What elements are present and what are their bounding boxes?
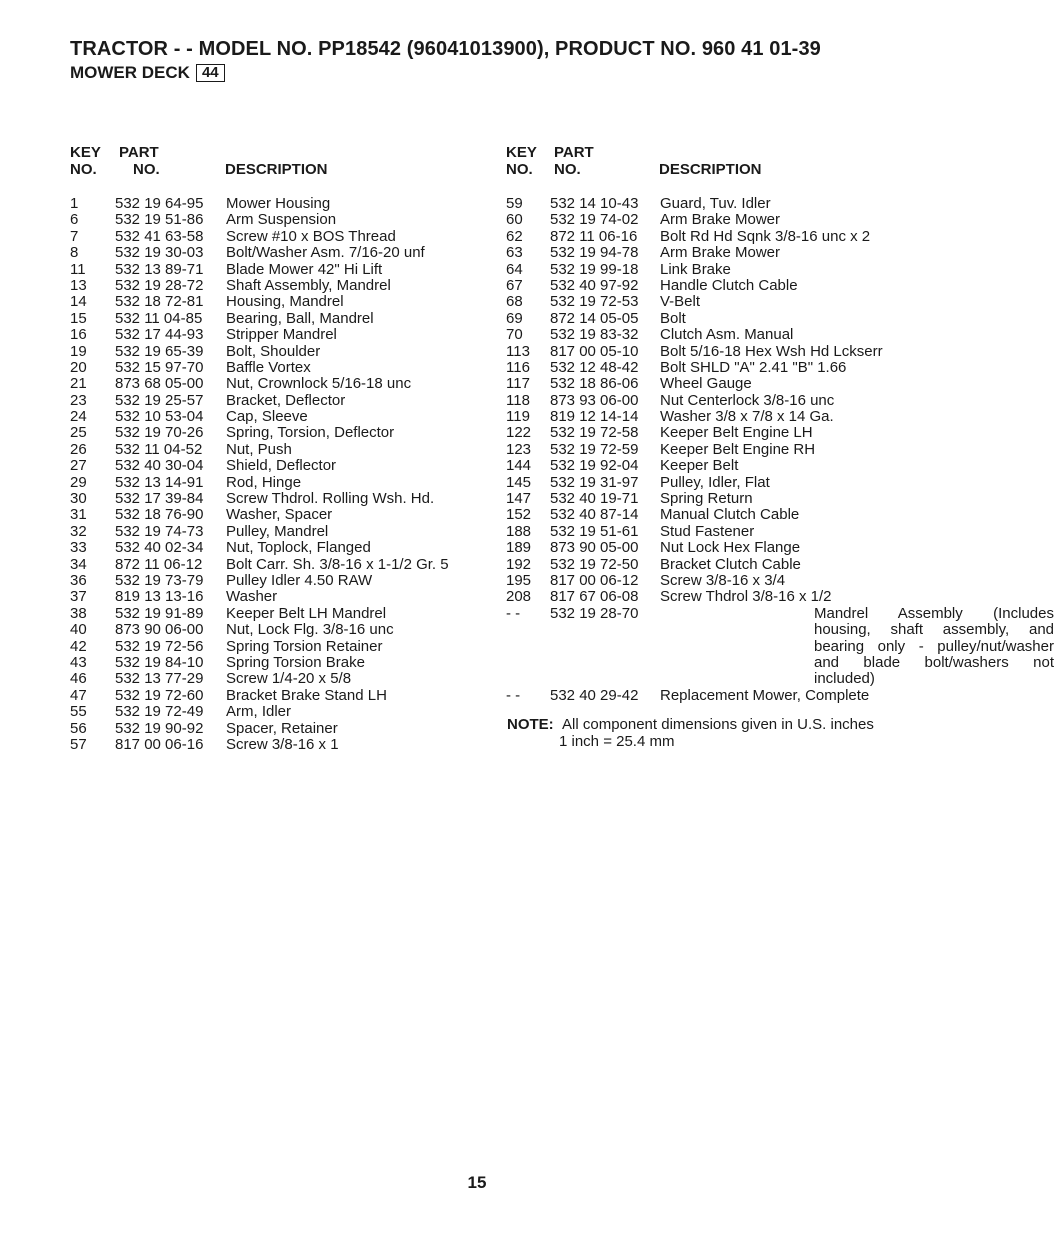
- part-number: 532 19 51-61: [550, 522, 639, 540]
- table-row: [506, 245, 900, 261]
- part-description: Arm Suspension: [226, 211, 337, 229]
- part-description: Keeper Belt Engine RH: [660, 440, 816, 458]
- part-description: Pulley, Idler, Flat: [660, 473, 770, 491]
- part-description: Arm Brake Mower: [660, 211, 781, 229]
- part-description: Screw Thdrol 3/8-16 x 1/2: [660, 588, 832, 606]
- part-description: Arm, Idler: [226, 703, 292, 721]
- part-number: 532 19 83-32: [550, 326, 639, 344]
- key-number: 113: [506, 342, 530, 360]
- part-number: 532 40 02-34: [115, 539, 204, 557]
- part-header-2: NO.: [133, 161, 160, 178]
- part-number: 532 19 73-79: [115, 571, 204, 589]
- part-description: Bracket Brake Stand LH: [226, 686, 387, 704]
- parts-list-right: [506, 144, 1054, 704]
- key-number: 7: [70, 227, 79, 245]
- part-number: 532 17 44-93: [115, 326, 204, 344]
- part-number: 819 12 14-14: [550, 408, 639, 426]
- key-number: 117: [506, 375, 530, 393]
- table-row: [506, 425, 900, 441]
- key-number: 116: [506, 358, 530, 376]
- part-description: Screw 1/4-20 x 5/8: [226, 670, 352, 688]
- part-number: 532 11 04-85: [115, 309, 203, 327]
- key-number: 46: [70, 670, 87, 688]
- part-description: Spacer, Retainer: [226, 719, 338, 737]
- part-description: Spring Return: [660, 490, 753, 508]
- part-description: Keeper Belt Engine LH: [660, 424, 813, 442]
- key-number: 67: [506, 276, 523, 294]
- key-number: 33: [70, 539, 87, 557]
- key-number: 63: [506, 244, 523, 262]
- table-row: [506, 507, 900, 523]
- part-number: 532 14 10-43: [550, 195, 639, 212]
- part-number: 532 19 99-18: [550, 260, 639, 278]
- key-number: 6: [70, 211, 79, 229]
- key-number: 147: [506, 490, 532, 508]
- part-header-1: PART: [119, 144, 159, 161]
- part-number: 532 19 74-02: [550, 211, 639, 229]
- table-row: [506, 540, 900, 556]
- part-description: Shaft Assembly, Mandrel: [226, 276, 391, 294]
- table-row: [506, 278, 900, 294]
- key-number: 1: [70, 195, 79, 212]
- key-number: 208: [506, 588, 532, 606]
- part-number: 532 40 29-42: [550, 686, 639, 704]
- key-number: 152: [506, 506, 532, 524]
- part-description: Bolt SHLD "A" 2.41 "B" 1.66: [660, 358, 847, 376]
- key-number: 21: [70, 375, 87, 393]
- part-number: 873 68 05-00: [115, 375, 204, 393]
- part-description: Screw Thdrol. Rolling Wsh. Hd.: [226, 490, 435, 508]
- table-row: [506, 688, 900, 704]
- part-description: Bolt Carr. Sh. 3/8-16 x 1-1/2 Gr. 5: [226, 555, 449, 573]
- key-number: 37: [70, 588, 87, 606]
- table-row: [506, 393, 900, 409]
- page-number: 15: [467, 1173, 487, 1192]
- part-number: 819 13 13-16: [115, 588, 204, 606]
- part-description: Nut Centerlock 3/8-16 unc: [660, 391, 835, 409]
- part-description: Bolt Rd Hd Sqnk 3/8-16 unc x 2: [660, 227, 871, 245]
- part-number: 532 18 76-90: [115, 506, 204, 524]
- part-number: 532 19 94-78: [550, 244, 639, 262]
- table-row: [506, 573, 900, 589]
- key-number: 34: [70, 555, 87, 573]
- key-header-1: KEY: [70, 144, 101, 161]
- part-description: Bearing, Ball, Mandrel: [226, 309, 374, 327]
- key-number: 192: [506, 555, 532, 573]
- key-number: 8: [70, 244, 79, 262]
- part-description: Screw 3/8-16 x 3/4: [660, 571, 786, 589]
- part-description: Nut, Lock Flg. 3/8-16 unc: [226, 621, 394, 639]
- part-description: Bracket, Deflector: [226, 391, 346, 409]
- table-row: [506, 458, 900, 474]
- part-number: 872 11 06-12: [115, 555, 203, 573]
- part-description: Spring Torsion Retainer: [226, 637, 383, 655]
- part-description: Nut Lock Hex Flange: [660, 539, 801, 557]
- key-number: 26: [70, 440, 87, 458]
- part-number: 532 18 86-06: [550, 375, 639, 393]
- key-number: 57: [70, 735, 87, 753]
- part-description: Rod, Hinge: [226, 473, 302, 491]
- key-header-2: NO.: [506, 161, 533, 178]
- key-number: - -: [506, 604, 521, 622]
- part-description: Keeper Belt LH Mandrel: [226, 604, 387, 622]
- key-number: 13: [70, 276, 87, 294]
- part-number: 873 93 06-00: [550, 391, 639, 409]
- part-description: Bracket Clutch Cable: [660, 555, 801, 573]
- part-number: 532 19 72-49: [115, 703, 204, 721]
- column-headers: [506, 144, 900, 182]
- part-number: 532 15 97-70: [115, 358, 204, 376]
- key-number: 47: [70, 686, 87, 704]
- note-line-2: 1 inch = 25.4 mm: [559, 733, 675, 750]
- part-number: 532 19 92-04: [550, 457, 639, 475]
- part-number: 817 00 06-12: [550, 571, 639, 589]
- part-description: Mower Housing: [226, 195, 331, 212]
- part-number: 532 19 84-10: [115, 653, 204, 671]
- part-description: V-Belt: [660, 293, 701, 311]
- key-number: 43: [70, 653, 87, 671]
- part-description: Bolt/Washer Asm. 7/16-20 unf: [226, 244, 425, 262]
- part-number: 532 40 87-14: [550, 506, 639, 524]
- key-number: 16: [70, 326, 87, 344]
- table-row: [506, 491, 900, 507]
- key-number: 42: [70, 637, 87, 655]
- table-row: [506, 212, 900, 228]
- part-number: 532 10 53-04: [115, 408, 204, 426]
- part-number: 532 19 31-97: [550, 473, 639, 491]
- key-number: 27: [70, 457, 87, 475]
- part-description: Handle Clutch Cable: [660, 276, 798, 294]
- part-number: 532 19 70-26: [115, 424, 204, 442]
- part-number: 532 19 72-53: [550, 293, 639, 311]
- part-number: 532 19 72-58: [550, 424, 639, 442]
- table-row: [506, 311, 900, 327]
- key-number: 188: [506, 522, 532, 540]
- part-number: 532 19 25-57: [115, 391, 204, 409]
- part-description: Nut, Push: [226, 440, 292, 458]
- table-row: [506, 196, 900, 212]
- part-description: Nut, Toplock, Flanged: [226, 539, 371, 557]
- key-number: 29: [70, 473, 87, 491]
- key-number: - -: [506, 686, 521, 704]
- part-number: 532 19 91-89: [115, 604, 204, 622]
- key-number: 31: [70, 506, 87, 524]
- part-number: 532 40 30-04: [115, 457, 204, 475]
- part-number: 532 40 97-92: [550, 276, 639, 294]
- key-number: 38: [70, 604, 87, 622]
- key-number: 144: [506, 457, 532, 475]
- part-description: Stud Fastener: [660, 522, 755, 540]
- key-number: 64: [506, 260, 523, 278]
- description-header: DESCRIPTION: [659, 161, 762, 178]
- section-title: [70, 63, 225, 83]
- key-number: 30: [70, 490, 87, 508]
- part-description: Manual Clutch Cable: [660, 506, 800, 524]
- part-description: Wheel Gauge: [660, 375, 752, 393]
- part-number: 532 19 51-86: [115, 211, 204, 229]
- part-description: Replacement Mower, Complete: [660, 686, 870, 704]
- part-description: Keeper Belt: [660, 457, 739, 475]
- key-number: 70: [506, 326, 523, 344]
- part-number: 817 00 06-16: [115, 735, 204, 753]
- part-number: 872 14 05-05: [550, 309, 639, 327]
- part-description: Washer: [226, 588, 278, 606]
- key-number: 119: [506, 408, 530, 426]
- key-number: 68: [506, 293, 523, 311]
- table-row: [506, 360, 900, 376]
- table-row: [506, 327, 900, 343]
- key-number: 60: [506, 211, 523, 229]
- key-number: 62: [506, 227, 523, 245]
- part-number: 817 67 06-08: [550, 588, 639, 606]
- part-number: 532 19 90-92: [115, 719, 204, 737]
- table-row: [506, 229, 900, 245]
- part-description: Shield, Deflector: [226, 457, 337, 475]
- part-number: 532 13 14-91: [115, 473, 204, 491]
- key-header-2: NO.: [70, 161, 97, 178]
- part-header-2: NO.: [554, 161, 581, 178]
- parts-rows: [506, 195, 1054, 704]
- part-number: 873 90 06-00: [115, 621, 204, 639]
- part-description: Housing, Mandrel: [226, 293, 344, 311]
- table-row: [506, 604, 1054, 688]
- key-number: 56: [70, 719, 87, 737]
- key-number: 25: [70, 424, 87, 442]
- part-number: 873 90 05-00: [550, 539, 639, 557]
- key-header-1: KEY: [506, 144, 537, 161]
- part-number: 532 13 89-71: [115, 260, 204, 278]
- part-number: 532 17 39-84: [115, 490, 204, 508]
- part-description: Bolt 5/16-18 Hex Wsh Hd Lckserr: [660, 342, 883, 360]
- key-number: 24: [70, 408, 87, 426]
- part-description: Screw #10 x BOS Thread: [226, 227, 396, 245]
- part-description: Washer, Spacer: [226, 506, 333, 524]
- part-header-1: PART: [554, 144, 594, 161]
- table-row: [506, 524, 900, 540]
- dimension-note: [507, 716, 907, 750]
- key-number: 122: [506, 424, 532, 442]
- part-number: 532 12 48-42: [550, 358, 639, 376]
- part-number: 532 40 19-71: [550, 490, 639, 508]
- table-row: [506, 376, 900, 392]
- table-row: [506, 557, 900, 573]
- key-number: 14: [70, 293, 87, 311]
- key-number: 118: [506, 391, 530, 409]
- key-number: 40: [70, 621, 87, 639]
- key-number: 145: [506, 473, 532, 491]
- part-description: Bolt: [660, 309, 686, 327]
- part-description: Blade Mower 42" Hi Lift: [226, 260, 383, 278]
- key-number: 189: [506, 539, 532, 557]
- part-description: Bolt, Shoulder: [226, 342, 321, 360]
- part-number: 532 19 28-72: [115, 276, 204, 294]
- part-number: 532 19 64-95: [115, 195, 204, 212]
- part-description: Spring, Torsion, Deflector: [226, 424, 395, 442]
- note-line-1: All component dimensions given in U.S. inches: [562, 716, 874, 733]
- table-row: [506, 294, 900, 310]
- description-header: DESCRIPTION: [225, 161, 328, 178]
- part-description: Link Brake: [660, 260, 731, 278]
- part-number: 532 19 65-39: [115, 342, 204, 360]
- part-description: Pulley Idler 4.50 RAW: [226, 571, 373, 589]
- key-number: 55: [70, 703, 87, 721]
- section-name: MOWER DECK: [70, 63, 190, 82]
- part-number: 872 11 06-16: [550, 227, 638, 245]
- part-description: Pulley, Mandrel: [226, 522, 329, 540]
- key-number: 69: [506, 309, 523, 327]
- table-row: [506, 262, 900, 278]
- figure-number-badge: 44: [196, 64, 225, 82]
- table-row: [506, 589, 900, 605]
- key-number: 195: [506, 571, 532, 589]
- part-number: 532 13 77-29: [115, 670, 204, 688]
- part-number: 532 19 28-70: [550, 604, 639, 622]
- key-number: 19: [70, 342, 87, 360]
- key-number: 11: [70, 260, 86, 278]
- part-description: Spring Torsion Brake: [226, 653, 365, 671]
- part-number: 532 19 72-50: [550, 555, 639, 573]
- table-row: [506, 442, 900, 458]
- part-number: 817 00 05-10: [550, 342, 639, 360]
- part-description: Cap, Sleeve: [226, 408, 308, 426]
- part-description: Baffle Vortex: [226, 358, 311, 376]
- key-number: 59: [506, 195, 523, 212]
- part-description: Guard, Tuv. Idler: [660, 195, 771, 212]
- part-description: Stripper Mandrel: [226, 326, 337, 344]
- key-number: 23: [70, 391, 87, 409]
- note-label: NOTE:: [507, 716, 554, 733]
- part-description: Washer 3/8 x 7/8 x 14 Ga.: [660, 408, 834, 426]
- part-number: 532 19 30-03: [115, 244, 204, 262]
- part-number: 532 41 63-58: [115, 227, 204, 245]
- key-number: 20: [70, 358, 87, 376]
- part-number: 532 11 04-52: [115, 440, 203, 458]
- part-number: 532 19 72-59: [550, 440, 639, 458]
- page-title: TRACTOR - - MODEL NO. PP18542 (96041013900), PRODUCT NO. 960 41 01-39: [70, 38, 821, 60]
- part-number: 532 19 72-56: [115, 637, 204, 655]
- key-number: 15: [70, 309, 87, 327]
- part-number: 532 18 72-81: [115, 293, 204, 311]
- table-row: [506, 344, 900, 360]
- part-description: Arm Brake Mower: [660, 244, 781, 262]
- key-number: 32: [70, 522, 87, 540]
- table-row: [506, 475, 900, 491]
- table-row: [506, 409, 900, 425]
- part-number: 532 19 74-73: [115, 522, 204, 540]
- part-description: Nut, Crownlock 5/16-18 unc: [226, 375, 412, 393]
- part-description: Clutch Asm. Manual: [660, 326, 794, 344]
- part-description: Mandrel Assembly (Includes housing, shaft assembly, and bearing only - pulley/nut/washer and blade bolt/washers not included): [814, 604, 1054, 688]
- key-number: 123: [506, 440, 532, 458]
- part-description: Screw 3/8-16 x 1: [226, 735, 339, 753]
- part-number: 532 19 72-60: [115, 686, 204, 704]
- key-number: 36: [70, 571, 87, 589]
